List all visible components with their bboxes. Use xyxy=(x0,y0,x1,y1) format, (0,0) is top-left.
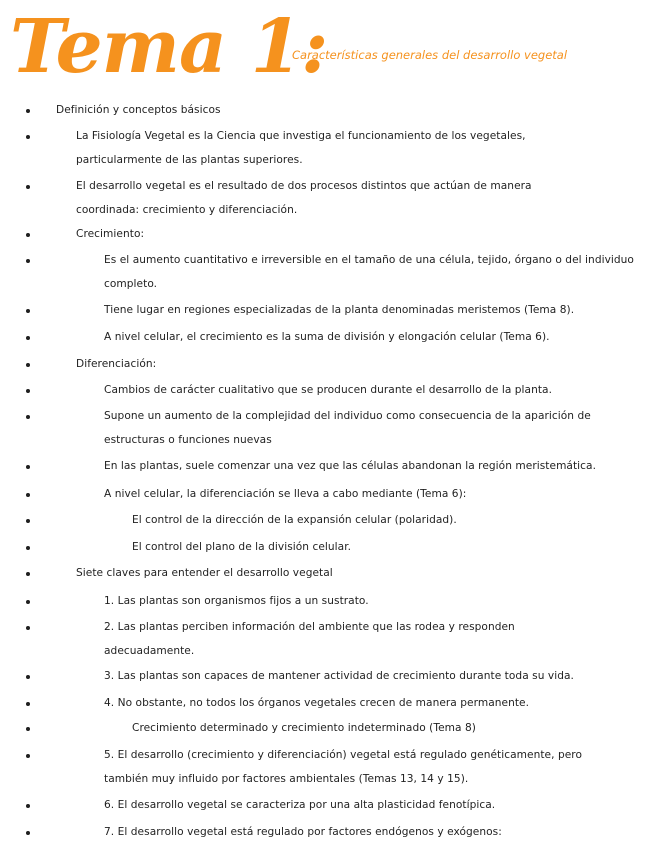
bullet-icon xyxy=(26,309,30,313)
bullet-icon xyxy=(26,804,30,808)
bullet-icon xyxy=(26,336,30,340)
list-item-text: El control de la dirección de la expansión celular (polaridad). xyxy=(132,514,457,526)
bullet-icon xyxy=(26,727,30,731)
list-item-text: El control del plano de la división celular. xyxy=(132,541,352,553)
bullet-icon xyxy=(26,831,30,835)
bullet-icon xyxy=(26,626,30,630)
bullet-icon xyxy=(26,754,30,758)
list-item-text: 5. El desarrollo (crecimiento y diferenciación) vegetal está regulado genéticamente, pero también muy influido por factores ambientales (Temas 13, 14 y 15). xyxy=(104,749,582,785)
list-item-text: Crecimiento determinado y crecimiento indeterminado (Tema 8) xyxy=(132,722,476,734)
bullet-icon xyxy=(26,572,30,576)
list-item-text: Tiene lugar en regiones especializadas de la planta denominadas meristemos (Tema 8). xyxy=(104,304,575,316)
bullet-icon xyxy=(26,259,30,263)
list-item-text: El desarrollo vegetal es el resultado de dos procesos distintos que actúan de manera coordinada: crecimiento y diferenciación. xyxy=(76,180,532,216)
bullet-icon xyxy=(26,546,30,550)
list-item-text: 4. No obstante, no todos los órganos vegetales crecen de manera permanente. xyxy=(104,697,530,709)
list-item-text: 6. El desarrollo vegetal se caracteriza por una alta plasticidad fenotípica. xyxy=(104,799,496,811)
list-item-text: 7. El desarrollo vegetal está regulado por factores endógenos y exógenos: xyxy=(104,826,502,838)
bullet-icon xyxy=(26,493,30,497)
bullet-icon xyxy=(26,675,30,679)
list-item-text: Definición y conceptos básicos xyxy=(56,104,221,116)
list-item-text: Diferenciación: xyxy=(76,358,157,370)
list-item-text: Es el aumento cuantitativo e irreversible en el tamaño de una célula, tejido, órgano o del individuo completo. xyxy=(104,254,634,290)
page-subtitle: Características generales del desarrollo vegetal xyxy=(292,48,568,62)
list-item-text: Crecimiento: xyxy=(76,228,145,240)
list-item-text: A nivel celular, la diferenciación se lleva a cabo mediante (Tema 6): xyxy=(104,488,467,500)
bullet-icon xyxy=(26,465,30,469)
list-item-text: 3. Las plantas son capaces de mantener actividad de crecimiento durante toda su vida. xyxy=(104,670,574,682)
list-item-text: La Fisiología Vegetal es la Ciencia que investiga el funcionamiento de los vegetales, particularmente de las plantas superiores. xyxy=(76,130,526,166)
bullet-icon xyxy=(26,363,30,367)
list-item-text: En las plantas, suele comenzar una vez que las células abandonan la región meristemática. xyxy=(104,460,597,472)
bullet-icon xyxy=(26,233,30,237)
bullet-icon xyxy=(26,415,30,419)
list-item-text: 1. Las plantas son organismos fijos a un sustrato. xyxy=(104,595,369,607)
bullet-icon xyxy=(26,519,30,523)
list-item-text: A nivel celular, el crecimiento es la suma de división y elongación celular (Tema 6). xyxy=(104,331,550,343)
bullet-icon xyxy=(26,600,30,604)
list-item-text: Cambios de carácter cualitativo que se producen durante el desarrollo de la planta. xyxy=(104,384,553,396)
bullet-icon xyxy=(26,389,30,393)
bullet-icon xyxy=(26,185,30,189)
bullet-icon xyxy=(26,135,30,139)
page-title: Tema 1: xyxy=(10,4,328,90)
list-item-text: 2. Las plantas perciben información del ambiente que las rodea y responden adecuadamente. xyxy=(104,621,515,657)
bullet-icon xyxy=(26,109,30,113)
bullet-icon xyxy=(26,702,30,706)
list-item-text: Supone un aumento de la complejidad del individuo como consecuencia de la aparición de estructuras o funciones nuevas xyxy=(104,410,591,446)
list-item-text: Siete claves para entender el desarrollo vegetal xyxy=(76,567,333,579)
